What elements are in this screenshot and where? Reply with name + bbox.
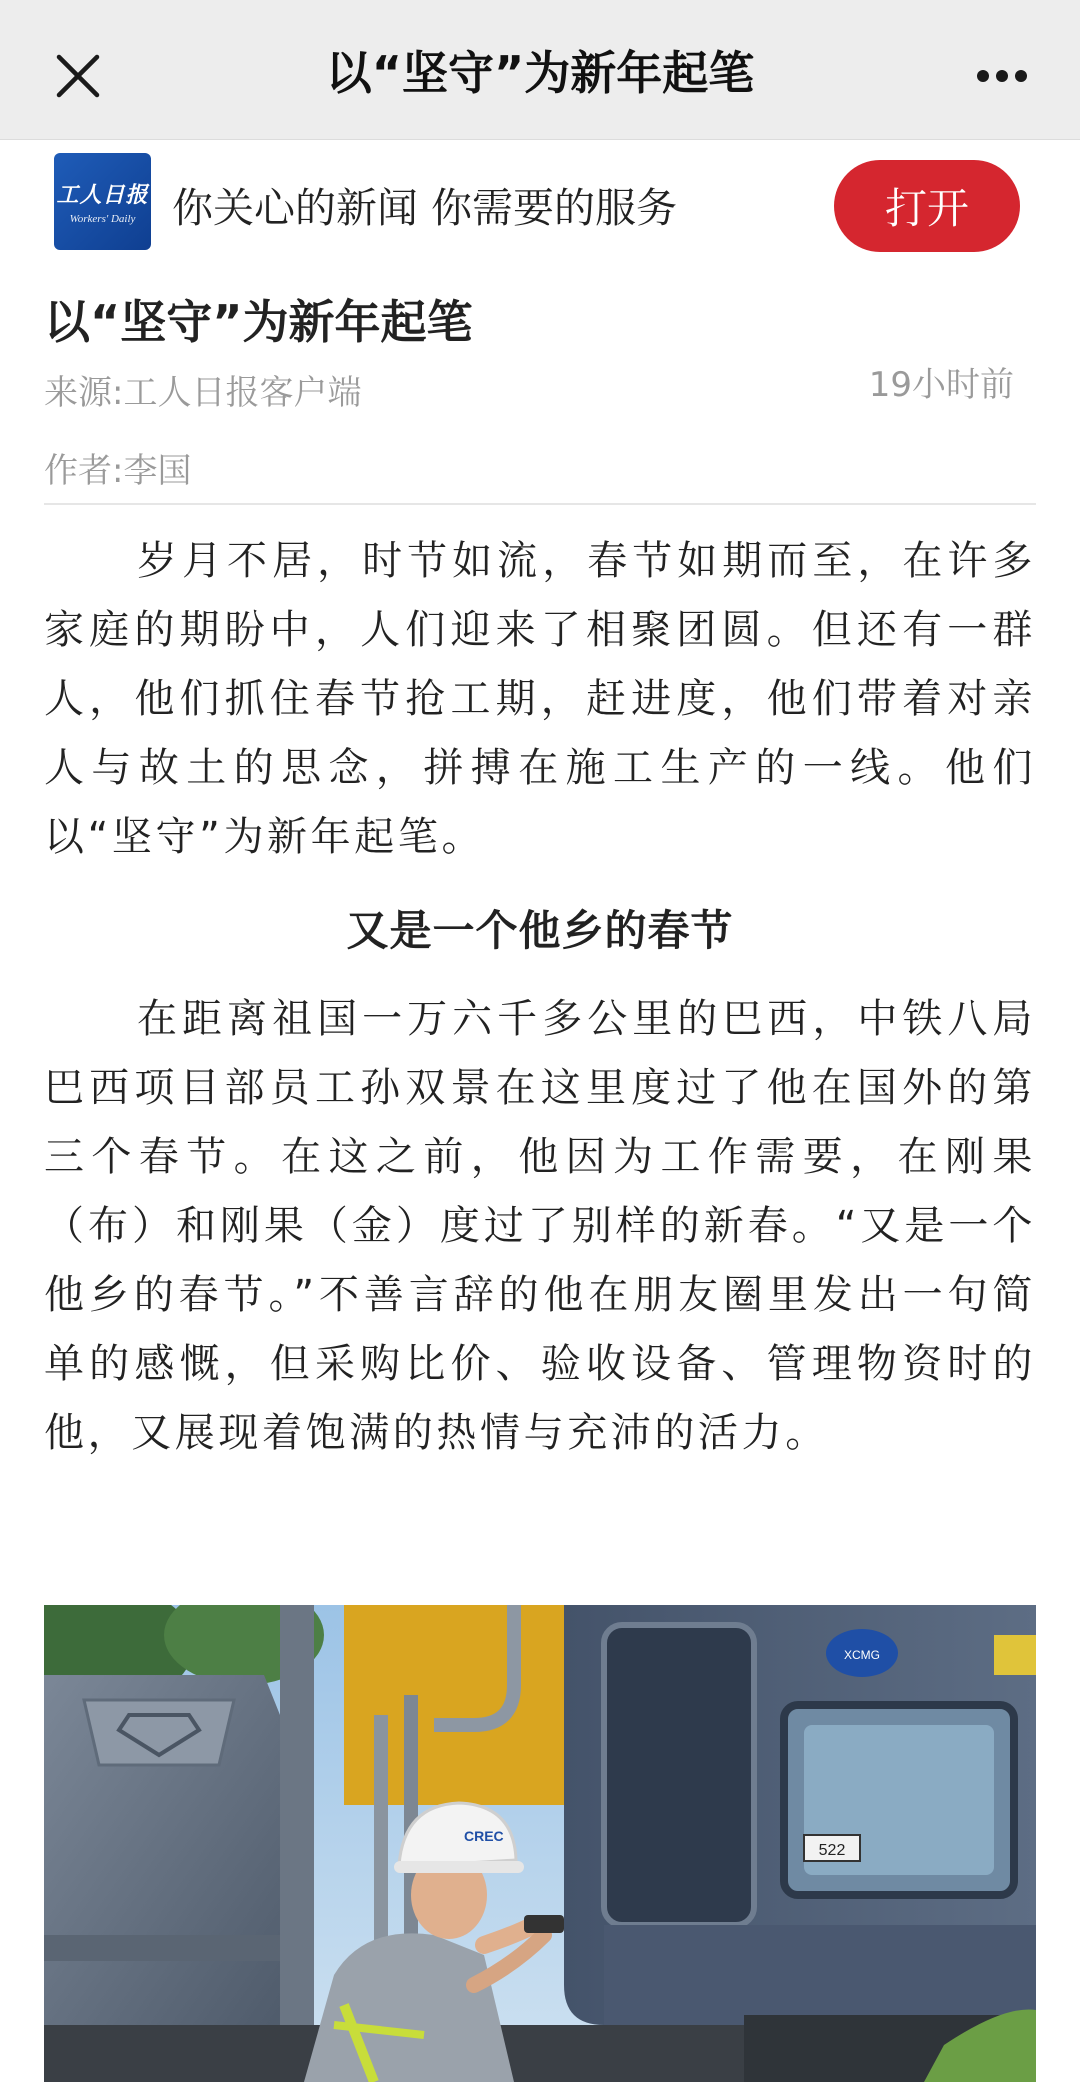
app-logo: [54, 153, 151, 250]
photo-brand-text: XCMG: [844, 1648, 880, 1662]
article-source: 来源:工人日报客户端: [44, 373, 362, 413]
article-subheading: 又是一个他乡的春节: [346, 906, 734, 955]
article-time: 19小时前: [868, 365, 1014, 405]
article-photo[interactable]: [44, 1605, 1036, 2082]
app-logo-subtext: Workers' Daily: [69, 213, 136, 225]
article-paragraph-1: 岁月不居，时节如流，春节如期而至，在许多家庭的期盼中，人们迎来了相聚团圆。但还有一群人，他们抓住春节抢工期，赶进度，他们带着对亲人与故土的思念，拼搏在施工生产的一线。他们以“坚守”为新年起笔。: [44, 538, 1036, 860]
more-button[interactable]: [964, 38, 1040, 114]
app-logo-text: 工人日报: [56, 182, 149, 208]
article-photo-illustration: [44, 1605, 1036, 2082]
nav-bar: [0, 0, 1080, 140]
article-title: 以“坚守”为新年起笔: [44, 295, 473, 349]
article-author: 作者:李国: [44, 451, 192, 491]
more-horizontal-icon: [976, 69, 1028, 83]
article-paragraph-2: 在距离祖国一万六千多公里的巴西，中铁八局巴西项目部员工孙双景在这里度过了他在国外的第三个春节。在这之前，他因为工作需要，在刚果（布）和刚果（金）度过了别样的新春。“又是一个他乡的春节。”不善言辞的他在朋友圈里发出一句简单的感慨，但采购比价、验收设备、管理物资时的他，又展现着饱满的热情与充沛的活力。: [44, 996, 1036, 1456]
app-banner: [0, 141, 1080, 267]
nav-title: 以“坚守”为新年起笔: [325, 46, 755, 100]
photo-plate-text: 522: [818, 1842, 846, 1859]
photo-helmet-text: CREC: [464, 1828, 504, 1844]
header-divider: [44, 503, 1036, 505]
open-app-button[interactable]: 打开: [834, 160, 1020, 252]
banner-slogan: 你关心的新闻 你需要的服务: [172, 184, 678, 232]
close-icon: [55, 53, 101, 99]
close-button[interactable]: [40, 38, 116, 114]
